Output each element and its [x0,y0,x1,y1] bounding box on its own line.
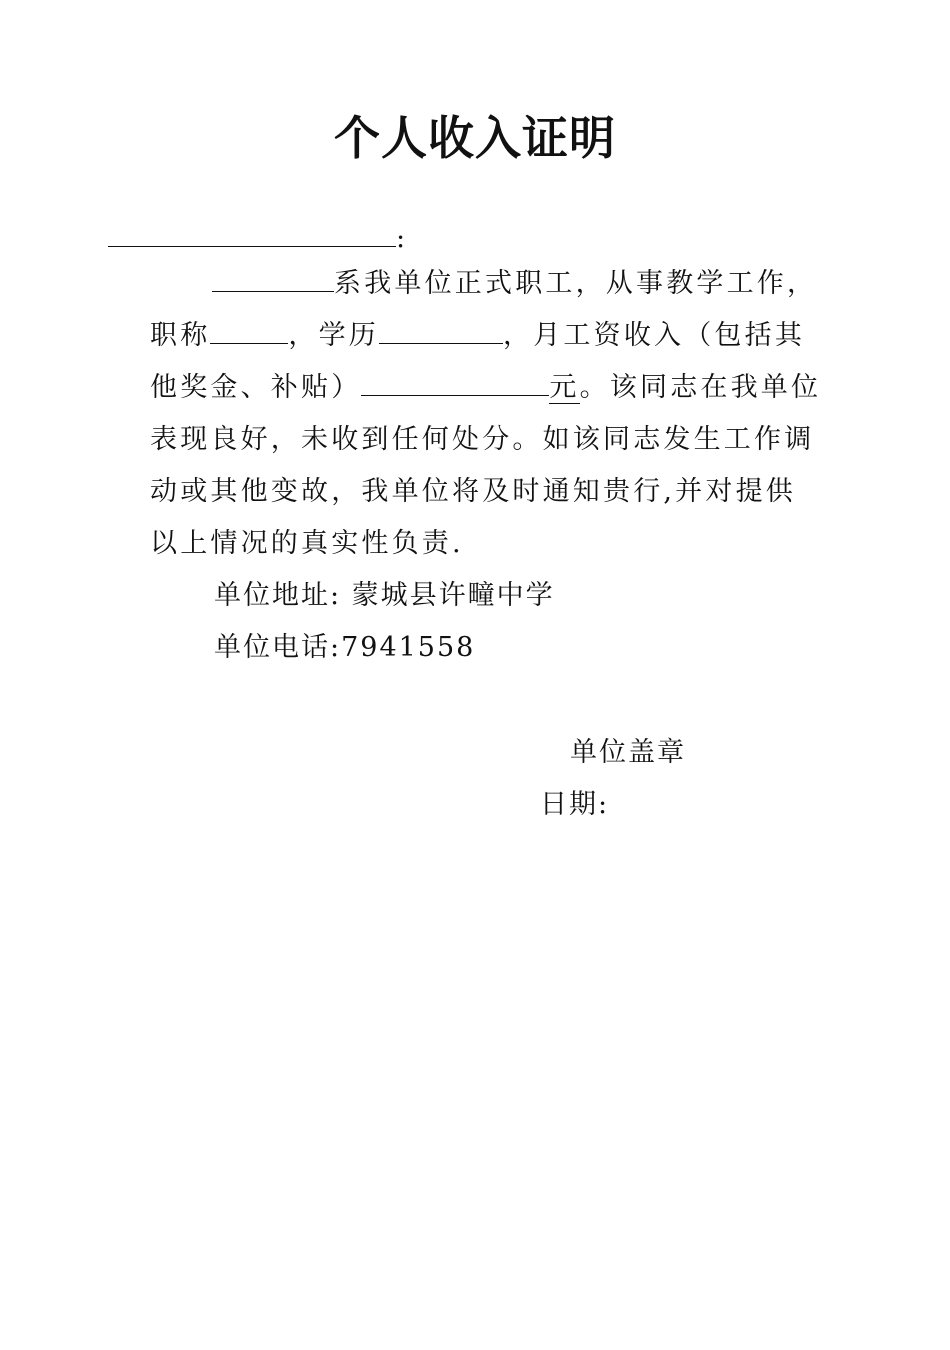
salary-label: ，月工资收入（包括其 [503,320,806,351]
employee-name-blank[interactable] [212,261,334,292]
salutation-line [108,216,405,259]
certification-paragraph [150,258,840,570]
paragraph-line-6: 以上情况的真实性负责. [150,528,464,559]
monthly-salary-blank[interactable] [361,365,549,396]
paragraph-line-5: 动或其他变故，我单位将及时通知贵行,并对提供 [150,476,796,507]
date-label: 日期: [540,789,610,820]
employment-statement: 系我单位正式职工，从事教学工作， [334,268,818,299]
salary-label-continued: 他奖金、补贴） [150,372,362,403]
professional-title-label: 职称 [150,320,211,351]
paragraph-line-1 [150,258,840,310]
document-title: 个人收入证明 [334,111,616,165]
unit-stamp-label: 单位盖章 [570,737,686,768]
unit-address: 单位地址: 蒙城县许疃中学 [214,580,555,611]
recipient-blank[interactable] [108,216,396,247]
paragraph-line-3 [150,362,840,414]
performance-statement-start: 。该同志在我单位 [579,372,822,403]
salutation-colon: : [396,223,406,254]
unit-phone: 单位电话:7941558 [214,632,476,663]
paragraph-line-2 [150,310,840,362]
professional-title-blank[interactable] [210,313,288,344]
paragraph-line-4: 表现良好，未收到任何处分。如该同志发生工作调 [150,424,815,455]
education-blank[interactable] [379,313,503,344]
education-label: ，学历 [288,320,380,351]
yuan-unit: 元 [549,372,580,403]
